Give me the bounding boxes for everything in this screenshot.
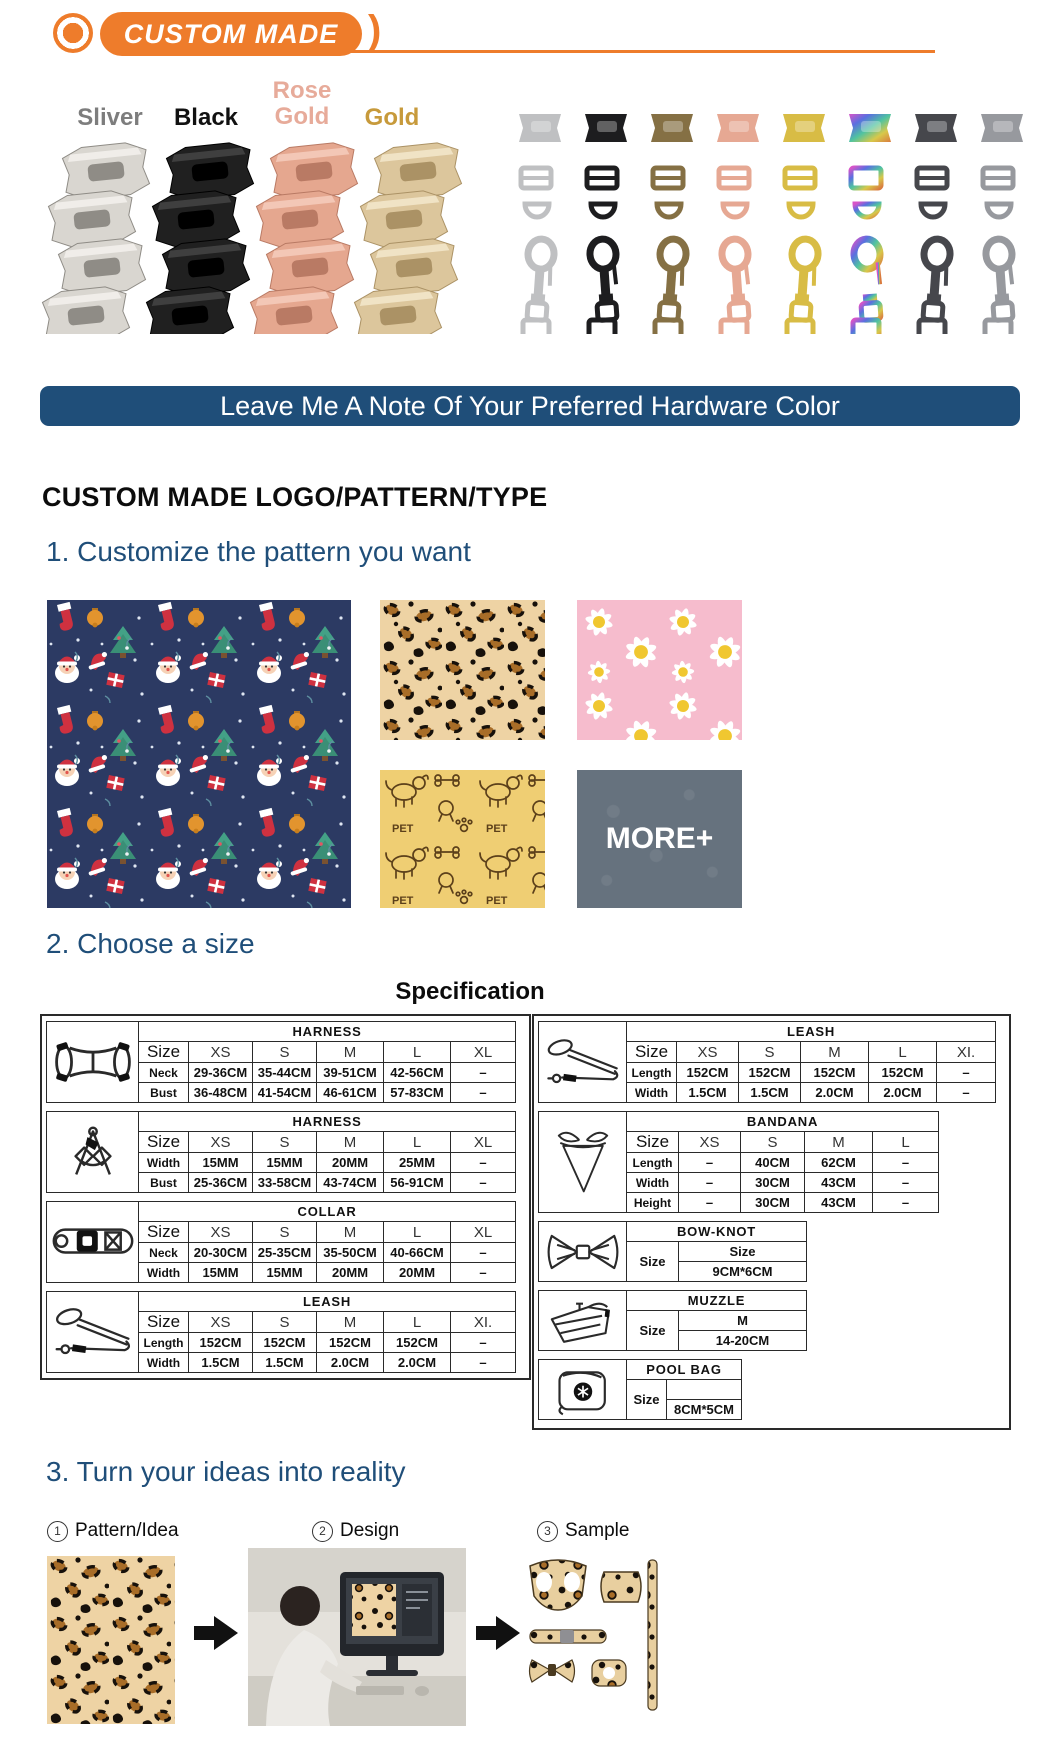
buckle-silver: [42, 285, 131, 334]
hardware-set-photo: [503, 106, 1040, 334]
sample-products-photo: [520, 1552, 668, 1724]
table-cell: Width: [139, 1263, 189, 1283]
pool-bag-table: [538, 1359, 742, 1420]
table-cell: Length: [627, 1153, 679, 1173]
table-cell: Size: [139, 1222, 189, 1243]
section-title: CUSTOM MADE LOGO/PATTERN/TYPE: [42, 482, 548, 512]
table-cell: 2.0CM: [317, 1353, 384, 1373]
table-cell: L: [384, 1312, 451, 1333]
table-cell: XS: [189, 1312, 253, 1333]
hardware-column: [981, 114, 1023, 334]
table-title: BOW-KNOT: [627, 1222, 807, 1242]
leash-icon: [50, 1306, 136, 1358]
table-cell: Size: [139, 1132, 189, 1153]
pool-bag-icon: [548, 1364, 618, 1416]
step3-item-pattern-idea: [47, 1520, 179, 1542]
leopard-sample-set-image: [520, 1552, 668, 1724]
table-cell: –: [451, 1243, 516, 1263]
table-cell: Bust: [139, 1083, 189, 1103]
mini-size-label: Size: [627, 1311, 679, 1351]
table-cell: –: [679, 1193, 741, 1213]
table-cell: Height: [627, 1193, 679, 1213]
hardware-column: [519, 114, 561, 334]
table-cell: 20-30CM: [189, 1243, 253, 1263]
table-cell: 25-35CM: [253, 1243, 317, 1263]
bow-knot-table: [538, 1221, 807, 1282]
table-cell: Width: [627, 1083, 677, 1103]
table-cell: 43CM: [805, 1173, 873, 1193]
table-cell: 20MM: [317, 1263, 384, 1283]
table-cell: 1.5CM: [253, 1353, 317, 1373]
table-cell: 30CM: [741, 1173, 805, 1193]
collar-table: [46, 1201, 516, 1283]
step3-item-label: Design: [340, 1520, 400, 1541]
table-cell: 2.0CM: [384, 1353, 451, 1373]
table-cell: XS: [677, 1042, 739, 1063]
table-cell: 39-51CM: [317, 1063, 384, 1083]
mini-top-value: Size: [679, 1242, 807, 1262]
table-cell: S: [739, 1042, 801, 1063]
step3-item-label: Pattern/Idea: [75, 1520, 179, 1541]
table-cell: 41-54CM: [253, 1083, 317, 1103]
mini-size-label: Size: [627, 1242, 679, 1282]
circled-number-2: 2: [312, 1521, 333, 1542]
hardware-label-rose-gold: Rose Gold: [272, 77, 332, 130]
table-title: HARNESS: [139, 1022, 516, 1042]
dog-doodle-pattern-image: [380, 770, 545, 908]
design-process-photo: [248, 1548, 466, 1726]
leash-table-right: [538, 1021, 996, 1103]
custom-made-badge: CUSTOM MADE: [100, 12, 362, 56]
table-cell: S: [253, 1132, 317, 1153]
table-cell: M: [317, 1312, 384, 1333]
circled-number-1: 1: [47, 1521, 68, 1542]
table-cell: 1.5CM: [739, 1083, 801, 1103]
table-title: COLLAR: [139, 1202, 516, 1222]
mini-top-value: [667, 1380, 742, 1400]
step3-title: 3. Turn your ideas into reality: [46, 1456, 406, 1487]
table-title: LEASH: [139, 1292, 516, 1312]
table-cell: 152CM: [677, 1063, 739, 1083]
table-cell: 152CM: [869, 1063, 937, 1083]
table-cell: Length: [139, 1333, 189, 1353]
leopard-pattern-image: [380, 600, 545, 740]
table-title: POOL BAG: [627, 1360, 742, 1380]
bandana-table: [538, 1111, 939, 1213]
table-title: MUZZLE: [627, 1291, 807, 1311]
harness-width-table: [46, 1111, 516, 1193]
table-cell: 25MM: [384, 1153, 451, 1173]
table-cell: 152CM: [317, 1333, 384, 1353]
table-cell: 62CM: [805, 1153, 873, 1173]
table-cell: –: [451, 1333, 516, 1353]
table-cell: Size: [139, 1312, 189, 1333]
buckle-grid-image: [40, 138, 470, 334]
table-cell: 1.5CM: [189, 1353, 253, 1373]
muzzle-table: [538, 1290, 807, 1351]
table-cell: –: [451, 1263, 516, 1283]
hardware-label-sliver: Sliver: [77, 104, 143, 131]
table-cell: L: [869, 1042, 937, 1063]
table-cell: 35-50CM: [317, 1243, 384, 1263]
step2-title: 2. Choose a size: [46, 928, 255, 959]
table-cell: XI.: [937, 1042, 996, 1063]
table-cell: 30CM: [741, 1193, 805, 1213]
buckle-colors-photo: [40, 138, 470, 334]
arrow-right-icon: [476, 1616, 520, 1650]
table-cell: 2.0CM: [869, 1083, 937, 1103]
pattern-swatch-christmas[interactable]: [47, 600, 351, 908]
table-cell: XL: [451, 1222, 516, 1243]
spec-left-block: [40, 1014, 531, 1380]
table-cell: Neck: [139, 1243, 189, 1263]
table-cell: 46-61CM: [317, 1083, 384, 1103]
more-patterns-button[interactable]: [577, 770, 742, 908]
table-cell: 35-44CM: [253, 1063, 317, 1083]
table-cell: 29-36CM: [189, 1063, 253, 1083]
mini-bottom-value: 9CM*6CM: [679, 1262, 807, 1282]
table-cell: 36-48CM: [189, 1083, 253, 1103]
mini-bottom-value: 14-20CM: [679, 1331, 807, 1351]
step3-item-sample: [537, 1520, 629, 1542]
buckle-rose-gold: [250, 285, 339, 334]
buckle-black: [146, 285, 235, 334]
table-cell: 57-83CM: [384, 1083, 451, 1103]
muzzle-icon: [544, 1295, 622, 1347]
table-cell: L: [384, 1132, 451, 1153]
table-cell: XL: [451, 1132, 516, 1153]
table-cell: S: [253, 1222, 317, 1243]
hardware-column: [783, 114, 825, 334]
table-cell: M: [317, 1132, 384, 1153]
table-cell: 15MM: [189, 1263, 253, 1283]
bandana-icon: [550, 1126, 616, 1198]
table-cell: M: [805, 1132, 873, 1153]
table-cell: 152CM: [253, 1333, 317, 1353]
more-label: MORE+: [605, 822, 714, 855]
table-cell: Length: [627, 1063, 677, 1083]
step1-title: 1. Customize the pattern you want: [46, 536, 471, 567]
buckle-gold: [354, 285, 443, 334]
table-cell: 152CM: [384, 1333, 451, 1353]
specification-heading: Specification: [395, 978, 545, 1005]
table-cell: Size: [139, 1042, 189, 1063]
table-cell: Width: [139, 1353, 189, 1373]
table-cell: Neck: [139, 1063, 189, 1083]
idea-pattern-image: [47, 1556, 175, 1724]
hardware-column: [651, 114, 693, 334]
step3-item-label: Sample: [565, 1520, 630, 1541]
daisy-pattern-image: [577, 600, 742, 740]
table-cell: 43-74CM: [317, 1173, 384, 1193]
hardware-column: [849, 114, 891, 334]
table-cell: 42-56CM: [384, 1063, 451, 1083]
table-cell: 15MM: [253, 1263, 317, 1283]
table-cell: 40CM: [741, 1153, 805, 1173]
table-cell: 20MM: [317, 1153, 384, 1173]
christmas-pattern-image: [47, 600, 351, 908]
table-cell: XL: [451, 1042, 516, 1063]
table-cell: –: [873, 1153, 939, 1173]
table-cell: 152CM: [801, 1063, 869, 1083]
table-cell: –: [451, 1063, 516, 1083]
pattern-swatch-dog-doodle[interactable]: [380, 770, 545, 908]
hardware-column: [915, 114, 957, 334]
table-cell: M: [317, 1222, 384, 1243]
table-cell: 40-66CM: [384, 1243, 451, 1263]
table-cell: Width: [139, 1153, 189, 1173]
leash-icon: [542, 1036, 624, 1088]
table-cell: 20MM: [384, 1263, 451, 1283]
hardware-note-banner: Leave Me A Note Of Your Preferred Hardware Color: [40, 386, 1020, 426]
table-cell: –: [451, 1173, 516, 1193]
table-cell: XS: [189, 1042, 253, 1063]
pattern-swatch-daisy[interactable]: [577, 600, 742, 740]
hardware-label-black: Black: [173, 104, 239, 131]
table-cell: Bust: [139, 1173, 189, 1193]
mini-top-value: M: [679, 1311, 807, 1331]
table-cell: 33-58CM: [253, 1173, 317, 1193]
table-cell: 25-36CM: [189, 1173, 253, 1193]
arrow-right-icon: [194, 1616, 238, 1650]
table-cell: –: [679, 1153, 741, 1173]
table-cell: Width: [627, 1173, 679, 1193]
leash-table-left: [46, 1291, 516, 1373]
hardware-set-image: [503, 106, 1040, 334]
table-cell: M: [801, 1042, 869, 1063]
circled-number-3: 3: [537, 1521, 558, 1542]
table-cell: 1.5CM: [677, 1083, 739, 1103]
table-cell: M: [317, 1042, 384, 1063]
table-cell: 2.0CM: [801, 1083, 869, 1103]
badge-paren-decor: ): [368, 8, 382, 52]
table-cell: –: [451, 1353, 516, 1373]
hardware-column: [585, 114, 627, 334]
table-cell: 43CM: [805, 1193, 873, 1213]
pattern-swatch-leopard[interactable]: [380, 600, 545, 740]
spec-right-block: [532, 1014, 1011, 1430]
table-cell: 15MM: [253, 1153, 317, 1173]
collar-icon: [50, 1218, 136, 1266]
mini-size-label: Size: [627, 1380, 667, 1420]
bow-icon: [543, 1227, 623, 1277]
table-cell: S: [253, 1042, 317, 1063]
table-cell: S: [253, 1312, 317, 1333]
hardware-label-gold: Gold: [364, 104, 420, 131]
table-title: LEASH: [627, 1022, 996, 1042]
table-cell: S: [741, 1132, 805, 1153]
table-cell: –: [451, 1083, 516, 1103]
table-cell: 15MM: [189, 1153, 253, 1173]
table-cell: –: [679, 1173, 741, 1193]
table-cell: –: [937, 1063, 996, 1083]
designer-at-computer-image: [248, 1548, 466, 1726]
table-cell: XS: [189, 1222, 253, 1243]
table-title: BANDANA: [627, 1112, 939, 1132]
step3-item-design: [312, 1520, 399, 1542]
table-cell: –: [873, 1173, 939, 1193]
step-in-harness-icon: [63, 1124, 123, 1180]
table-cell: L: [384, 1042, 451, 1063]
hardware-column: [717, 114, 759, 334]
table-cell: 152CM: [739, 1063, 801, 1083]
table-cell: –: [873, 1193, 939, 1213]
mini-bottom-value: 8CM*5CM: [667, 1400, 742, 1420]
table-title: HARNESS: [139, 1112, 516, 1132]
leopard-idea-image: [47, 1556, 175, 1724]
harness-icon: [51, 1035, 135, 1089]
table-cell: 152CM: [189, 1333, 253, 1353]
table-cell: –: [451, 1153, 516, 1173]
table-cell: –: [937, 1083, 996, 1103]
table-cell: L: [384, 1222, 451, 1243]
table-cell: L: [873, 1132, 939, 1153]
table-cell: Size: [627, 1042, 677, 1063]
table-cell: XI.: [451, 1312, 516, 1333]
table-cell: Size: [627, 1132, 679, 1153]
harness-neck-table: [46, 1021, 516, 1103]
table-cell: XS: [189, 1132, 253, 1153]
badge-dot-icon: [53, 13, 93, 53]
table-cell: XS: [679, 1132, 741, 1153]
table-cell: 56-91CM: [384, 1173, 451, 1193]
